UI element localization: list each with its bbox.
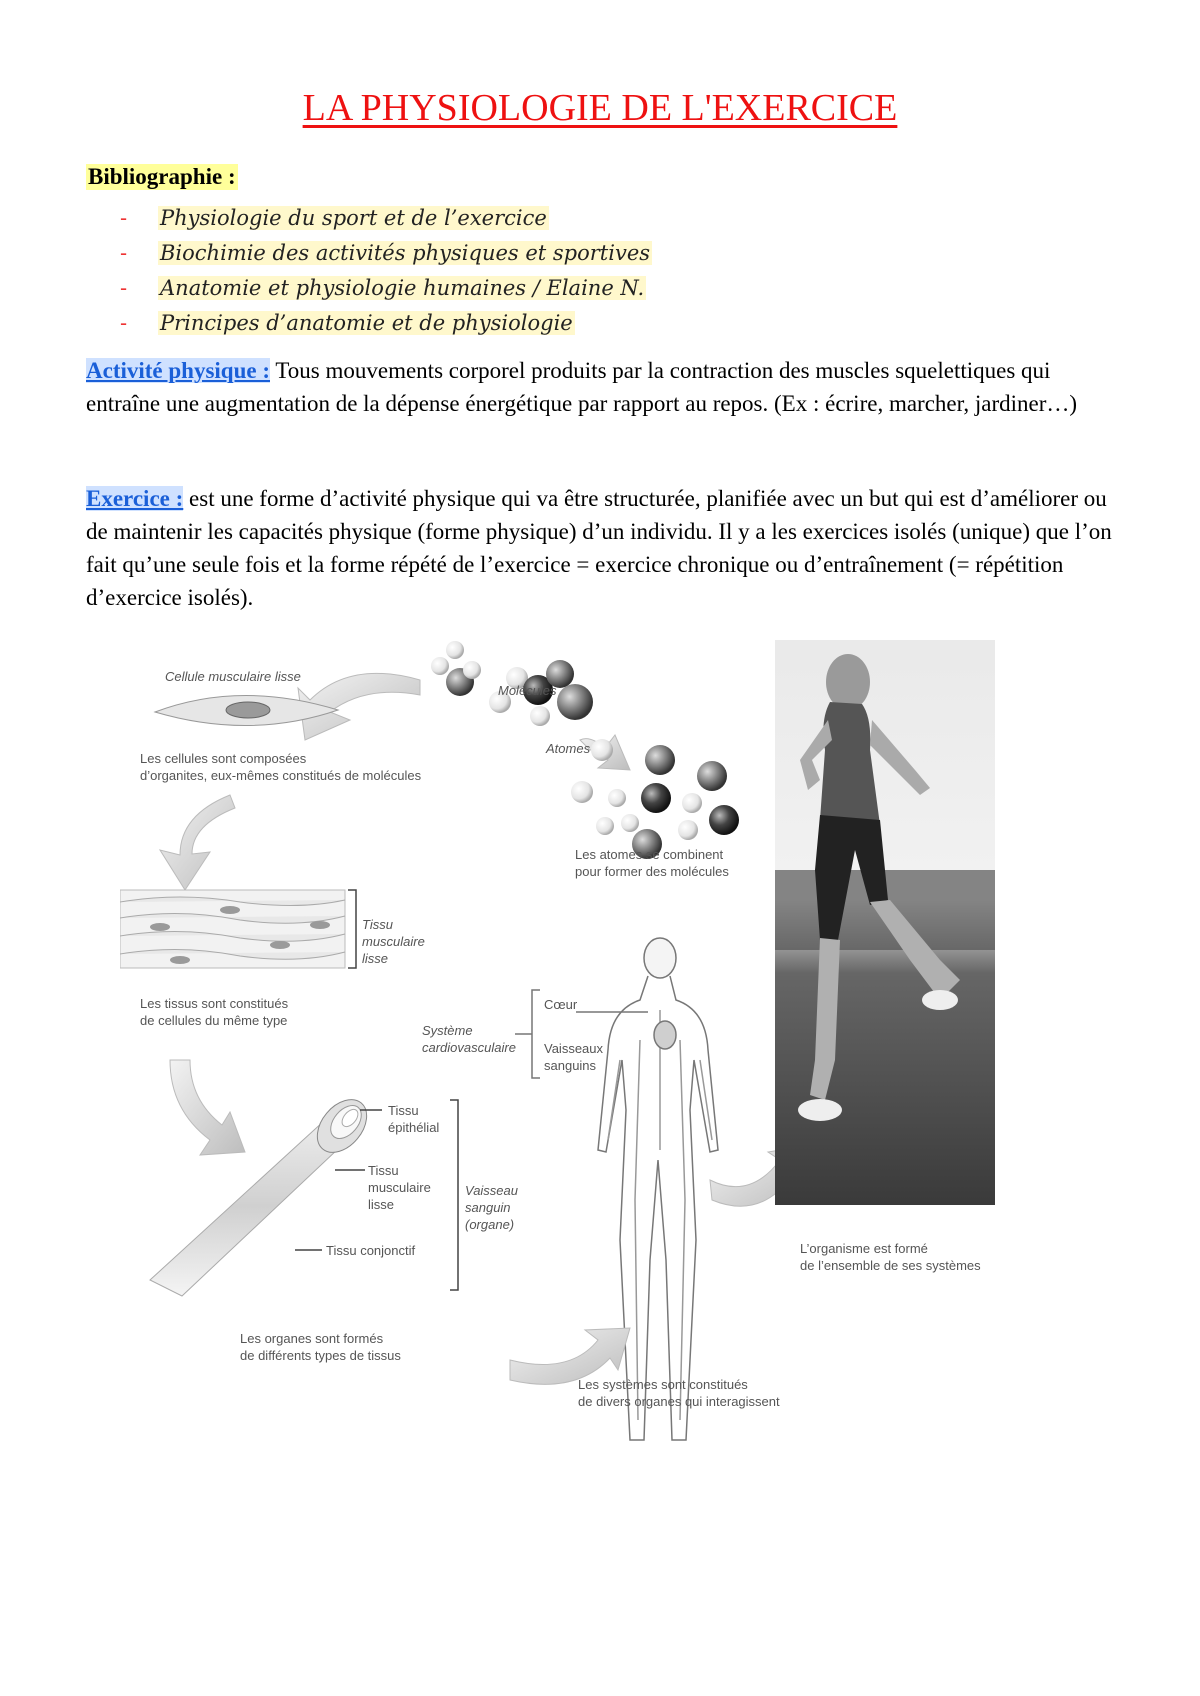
label-systeme: Système cardiovasculaire <box>422 1023 516 1055</box>
label-coeur: Cœur <box>544 997 578 1012</box>
caption-atoms: Les atomes se combinent pour former des molécules <box>575 847 729 879</box>
bullet-dash: - <box>120 275 128 300</box>
runner-photo <box>775 640 995 1205</box>
label-vaisseau: Vaisseau sanguin (organe) <box>465 1183 518 1232</box>
bibliography-item: - Anatomie et physiologie humaines / Elaine N. <box>120 275 645 300</box>
arrow-icon <box>160 795 235 890</box>
label-molecules: Molécules <box>498 683 557 698</box>
page-title: LA PHYSIOLOGIE DE L'EXERCICE <box>302 87 898 129</box>
exercice-text: est une forme d’activité physique qui va être structurée, planifiée avec un but qui est d’améliorer ou de maintenir les capacités physique (forme physique) d’un individu. Il y a les exercices isolés (unique) que l’on fait qu’une seule fois et la forme répété de l’exercice = exercice chronique ou d’entraînement (= répétition d’exercice isolés). <box>86 486 1112 610</box>
exercice-term: Exercice : <box>86 486 184 511</box>
arrow-icon <box>170 1060 245 1155</box>
bullet-dash: - <box>120 310 128 335</box>
bullet-dash: - <box>120 240 128 265</box>
caption-cells: Les cellules sont composées d’organites, eux-mêmes constitués de molécules <box>140 751 422 783</box>
bibliography-list <box>120 200 652 340</box>
muscle-tissue <box>120 890 356 968</box>
bibliography-heading: Bibliographie : <box>88 164 236 189</box>
bullet-dash: - <box>120 205 128 230</box>
label-epithelial: Tissu épithélial <box>388 1103 440 1135</box>
label-conjonctif: Tissu conjonctif <box>326 1243 416 1258</box>
caption-organs: Les organes sont formés de différents types de tissus <box>240 1331 401 1363</box>
organisation-figure <box>120 640 1080 1520</box>
activite-definition <box>86 354 1126 420</box>
label-cellule: Cellule musculaire lisse <box>165 669 301 684</box>
label-tissu-musculaire: Tissu musculaire lisse <box>362 917 425 966</box>
label-vaisseaux: Vaisseaux sanguins <box>544 1041 604 1073</box>
bibliography-item: - Principes d’anatomie et de physiologie <box>120 310 573 335</box>
label-atomes: Atomes <box>546 741 591 756</box>
caption-systems: Les systèmes sont constitués de divers organes qui interagissent <box>578 1377 780 1409</box>
activite-term: Activité physique : <box>86 358 270 383</box>
exercice-definition <box>86 482 1126 614</box>
caption-tissues: Les tissus sont constitués de cellules du même type <box>140 996 289 1028</box>
activite-text: Tous mouvements corporel produits par la contraction des muscles squelettiques qui entraîne une augmentation de la dépense énergétique par rapport au repos. (Ex : écrire, marcher, jardiner…) <box>86 358 1078 416</box>
bibliography-item: - Biochimie des activités physiques et sportives <box>120 240 651 265</box>
caption-organism: L’organisme est formé de l’ensemble de ses systèmes <box>800 1241 981 1273</box>
atoms-cluster <box>571 739 739 859</box>
bibliography-item: - Physiologie du sport et de l’exercice <box>120 205 547 230</box>
label-musc-lisse: Tissu musculaire lisse <box>368 1163 431 1212</box>
